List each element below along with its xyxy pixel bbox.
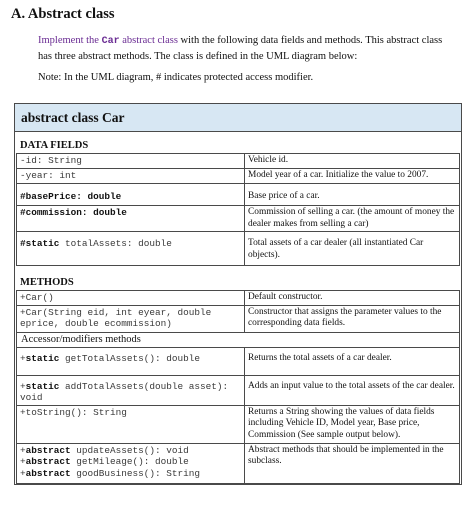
methods-table bbox=[16, 290, 460, 333]
table-row bbox=[17, 232, 460, 266]
field-desc: Commission of selling a car. (the amount of money the dealer makes from selling a car) bbox=[245, 206, 460, 232]
accessor-prefix: + bbox=[20, 352, 26, 364]
abstract-desc: Abstract methods that should be implemented in the subclass. bbox=[245, 443, 460, 483]
intro-part2: abstract class bbox=[119, 35, 178, 46]
table-row bbox=[17, 443, 460, 483]
table-row bbox=[17, 169, 460, 184]
field-member: -id: String bbox=[17, 154, 245, 169]
intro-part3: with the following data fields and methods. This abstract class has three abstract methods. The class is defined in the UML diagram below: bbox=[38, 35, 443, 62]
accessor-member bbox=[17, 347, 245, 375]
field-desc: Total assets of a car dealer (all instantiated Car objects). bbox=[245, 232, 460, 266]
accessors-table bbox=[16, 347, 460, 484]
accessor-member bbox=[17, 375, 245, 405]
uml-class-title: abstract class Car bbox=[15, 104, 461, 132]
table-row bbox=[17, 291, 460, 306]
field-desc: Vehicle id. bbox=[245, 154, 460, 169]
abstract-prefix: + bbox=[20, 444, 26, 456]
field-desc: Model year of a car. Initialize the value to 2007. bbox=[245, 169, 460, 184]
table-row bbox=[17, 405, 460, 443]
abstract-keyword: abstract bbox=[25, 456, 71, 467]
field-member bbox=[17, 184, 245, 206]
accessor-prefix: + bbox=[20, 380, 26, 392]
abstract-member-text: getMileage(): double bbox=[70, 456, 189, 467]
abstract-member-text: updateAssets(): void bbox=[70, 444, 189, 456]
intro-paragraph bbox=[38, 33, 458, 64]
data-fields-table bbox=[16, 153, 460, 266]
abstract-method-line bbox=[20, 445, 241, 457]
uml-diagram bbox=[14, 103, 462, 485]
accessors-heading: Accessor/modifiers methods bbox=[16, 333, 460, 347]
abstract-keyword: abstract bbox=[25, 467, 71, 479]
field-member bbox=[17, 206, 245, 232]
field-member-text: #basePrice: double bbox=[20, 191, 122, 202]
field-member-text: #commission: double bbox=[20, 207, 127, 218]
accessor-keyword: static bbox=[25, 352, 60, 364]
table-row bbox=[17, 206, 460, 232]
abstract-keyword: abstract bbox=[25, 444, 71, 456]
field-keyword: #static bbox=[20, 238, 60, 249]
table-row bbox=[17, 375, 460, 405]
accessor-desc: Returns the total assets of a car dealer. bbox=[245, 347, 460, 375]
uml-note: Note: In the UML diagram, # indicates protected access modifier. bbox=[38, 72, 314, 83]
table-row bbox=[17, 347, 460, 375]
table-row bbox=[17, 305, 460, 332]
field-member: -year: int bbox=[17, 169, 245, 184]
section-heading: A. Abstract class bbox=[11, 6, 115, 22]
data-fields-heading: DATA FIELDS bbox=[20, 140, 89, 151]
methods-heading: METHODS bbox=[20, 277, 74, 288]
abstract-methods-cell bbox=[17, 443, 245, 483]
abstract-prefix: + bbox=[20, 467, 26, 479]
abstract-method-line bbox=[20, 468, 241, 480]
class-name-code: Car bbox=[101, 36, 120, 47]
field-member-text: totalAssets: double bbox=[59, 238, 172, 249]
method-desc: Constructor that assigns the parameter values to the corresponding data fields. bbox=[245, 305, 460, 332]
accessor-member: +toString(): String bbox=[17, 405, 245, 443]
accessor-keyword: static bbox=[25, 380, 60, 392]
method-member: +Car(String eid, int eyear, double eprice, double ecommission) bbox=[17, 305, 245, 332]
method-desc: Default constructor. bbox=[245, 291, 460, 306]
method-member: +Car() bbox=[17, 291, 245, 306]
accessor-member-text: getTotalAssets(): double bbox=[59, 352, 201, 364]
abstract-method-line bbox=[20, 456, 241, 468]
accessor-desc: Adds an input value to the total assets of the car dealer. bbox=[245, 375, 460, 405]
table-row bbox=[17, 154, 460, 169]
field-desc: Base price of a car. bbox=[245, 184, 460, 206]
accessor-desc: Returns a String showing the values of data fields including Vehicle ID, Model year, Base price, Commission (See sample output below). bbox=[245, 405, 460, 443]
abstract-member-text: goodBusiness(): String bbox=[70, 467, 201, 479]
intro-part1: Implement the bbox=[38, 35, 102, 46]
field-member bbox=[17, 232, 245, 266]
abstract-prefix: + bbox=[20, 456, 26, 467]
table-row bbox=[17, 184, 460, 206]
accessor-member-text: addTotalAssets(double asset): void bbox=[20, 380, 229, 403]
